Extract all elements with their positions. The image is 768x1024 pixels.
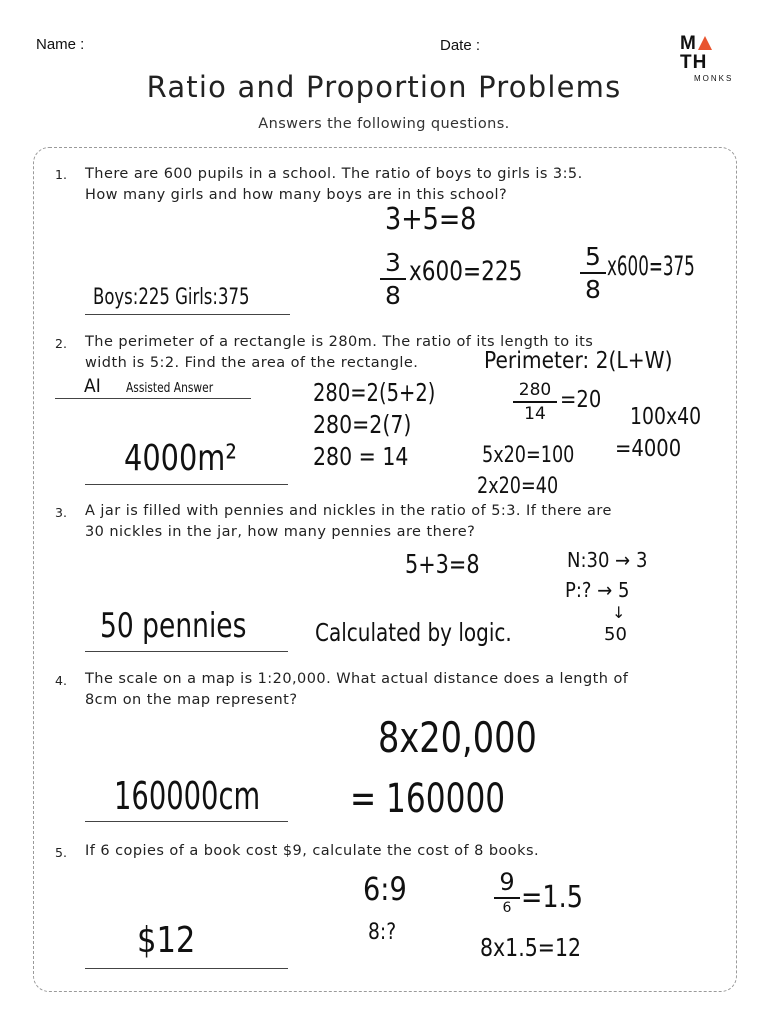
date-label: Date :	[440, 37, 481, 54]
fraction-denominator: 8	[385, 281, 401, 310]
handwritten-answer: $12	[137, 920, 196, 961]
fraction-bar	[380, 278, 406, 280]
answer-line	[85, 484, 288, 485]
fraction-numerator: 5	[585, 242, 601, 271]
math-monks-logo	[680, 33, 740, 83]
handwritten-work: x600=225	[409, 256, 523, 287]
handwritten-work: 8x20,000	[378, 713, 537, 762]
question-number: 3.	[55, 505, 67, 520]
answer-line	[85, 314, 290, 315]
question-number: 1.	[55, 167, 67, 182]
question-text	[85, 164, 725, 206]
handwritten-answer: 50 pennies	[100, 606, 247, 646]
handwritten-work: 50	[604, 624, 627, 645]
handwritten-fraction	[494, 868, 520, 916]
handwritten-work: =20	[560, 387, 602, 413]
question-line: There are 600 pupils in a school. The ratio of boys to girls is 3:5.	[85, 166, 583, 182]
question-text	[85, 841, 725, 862]
question-line: How many girls and how many boys are in this school?	[85, 187, 508, 203]
fraction-bar	[494, 897, 520, 899]
handwritten-work: 8x1.5=12	[480, 933, 582, 962]
handwritten-work: 5+3=8	[405, 550, 480, 580]
handwritten-work: x600=375	[607, 251, 695, 282]
handwritten-answer: 160000cm	[114, 774, 261, 818]
triangle-icon	[698, 36, 712, 50]
question-line: 30 nickles in the jar, how many pennies are there?	[85, 524, 476, 540]
name-label: Name :	[36, 36, 85, 53]
fraction-denominator: 8	[585, 275, 601, 304]
handwritten-work: =4000	[615, 436, 682, 462]
question-line: If 6 copies of a book cost $9, calculate the cost of 8 books.	[85, 843, 540, 859]
handwritten-work: 100x40	[630, 404, 702, 430]
question-number: 5.	[55, 845, 67, 860]
answer-line	[85, 968, 288, 969]
handwritten-work: 6:9	[363, 870, 407, 908]
question-text	[85, 669, 725, 711]
logo-text-right: TH	[680, 52, 708, 73]
handwritten-fraction	[513, 380, 557, 424]
fraction-denominator: 14	[524, 404, 546, 424]
fraction-numerator: 3	[385, 248, 401, 277]
answer-line	[85, 821, 288, 822]
question-line: 8cm on the map represent?	[85, 692, 298, 708]
handwritten-work: 5x20=100	[482, 443, 575, 468]
handwritten-fraction	[380, 248, 406, 310]
fraction-bar	[513, 401, 557, 403]
handwritten-work: 280 = 14	[313, 442, 409, 471]
handwritten-note: Calculated by logic.	[315, 618, 512, 647]
handwritten-work: 280=2(7)	[313, 410, 412, 439]
logo-text-left: M	[680, 33, 697, 54]
down-arrow-icon: ↓	[612, 603, 626, 622]
handwritten-answer: 4000m²	[124, 438, 237, 479]
handwritten-answer: Boys:225 Girls:375	[93, 285, 250, 310]
handwritten-work: N:30 → 3	[567, 548, 648, 572]
question-number: 2.	[55, 336, 67, 351]
handwritten-work: = 160000	[350, 776, 506, 822]
handwritten-work: P:? → 5	[565, 578, 630, 602]
handwritten-work: 280=2(5+2)	[313, 378, 436, 407]
question-line: The scale on a map is 1:20,000. What actual distance does a length of	[85, 671, 629, 687]
handwritten-work: 8:?	[368, 920, 397, 945]
handwritten-fraction	[580, 242, 606, 304]
page-subtitle: Answers the following questions.	[258, 116, 510, 132]
question-line: The perimeter of a rectangle is 280m. The ratio of its length to its	[85, 334, 594, 350]
question-line: A jar is filled with pennies and nickles in the ratio of 5:3. If there are	[85, 503, 612, 519]
handwritten-note: Perimeter: 2(L+W)	[484, 348, 673, 374]
question-text	[85, 501, 725, 543]
page-title: Ratio and Proportion Problems	[146, 70, 622, 104]
ai-label: AI	[84, 375, 101, 397]
question-number: 4.	[55, 673, 67, 688]
fraction-numerator: 9	[499, 868, 515, 896]
handwritten-work: 3+5=8	[385, 202, 477, 237]
answer-line	[85, 651, 288, 652]
question-line: width is 5:2. Find the area of the rectangle.	[85, 355, 419, 371]
fraction-numerator: 280	[518, 380, 552, 400]
fraction-denominator: 6	[502, 900, 512, 916]
logo-subtext: MONKS	[694, 74, 734, 83]
handwritten-work: =1.5	[521, 880, 583, 915]
fraction-bar	[580, 272, 606, 274]
ai-note-underline	[55, 398, 251, 399]
handwritten-work: 2x20=40	[477, 474, 559, 499]
ai-assisted-note: Assisted Answer	[126, 381, 214, 396]
